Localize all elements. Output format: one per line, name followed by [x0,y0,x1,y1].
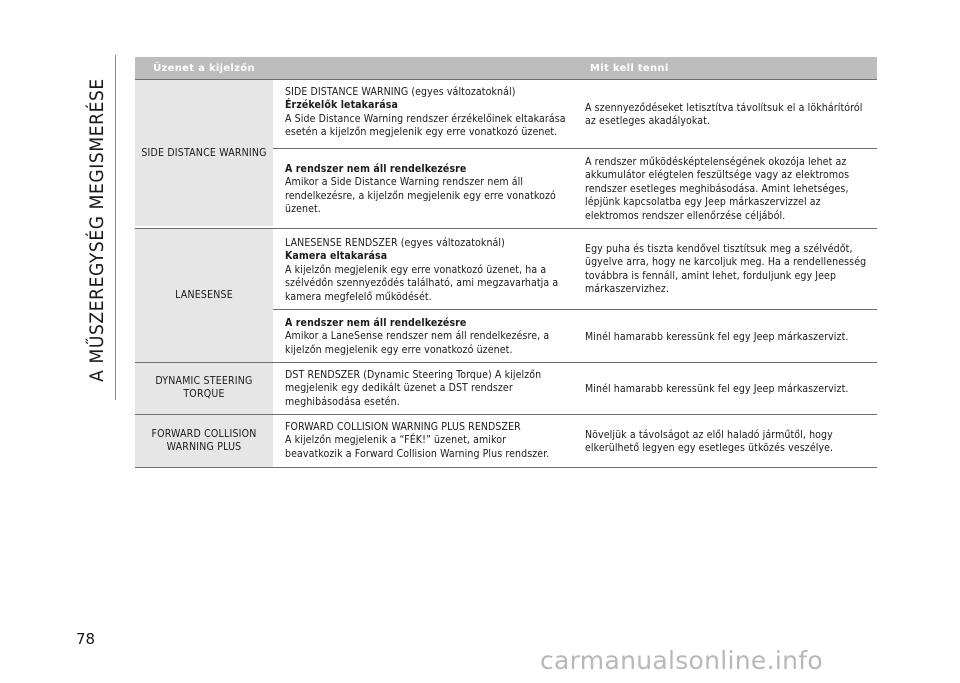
row-label-line: TORQUE [183,388,225,400]
row1a-desc-line: esetén a kijelzőn megjelenik egy erre vonatkozó üzenet. [285,126,558,139]
row1a-desc-line: A Side Distance Warning rendszer érzékelőinek eltakarása [285,112,566,125]
row1a-action-line: az esetleges akadályokat. [585,115,711,128]
row2b-title: A rendszer nem áll rendelkezésre [285,317,467,329]
row3-action-line: Minél hamarabb keressünk fel egy Jeep márkaszervizt. [585,383,849,395]
row2b-desc-line: Amikor a LaneSense rendszer nem áll rendelkezésre, a [285,330,550,343]
row1a-description [285,86,577,140]
row2a-action-line: Egy puha és tiszta kendővel tisztítsuk meg a szélvédőt, [585,243,853,255]
row-label-dst [135,363,273,414]
watermark: carmanualsonline.info [540,646,823,675]
row2b-desc-line: kijelzőn megjelenik egy erre vonatkozó üzenet. [285,343,513,356]
row1a-intro: SIDE DISTANCE WARNING (egyes változatoknál) [285,86,516,98]
header-spacer [273,57,580,79]
row1b-action [585,156,877,223]
row1b-action-line: A rendszer működésképtelenségének okozója lehet az [585,156,847,168]
row2a-action-line: márkaszervizhez. [585,283,670,296]
row2a-description [285,237,577,304]
row-divider [273,148,877,149]
header-action: Mit kell tenni [580,57,877,79]
row-divider [273,309,877,310]
row2a-desc-line: kamera megfelelő működését. [285,290,432,303]
chapter-divider [115,55,116,400]
row1b-title: A rendszer nem áll rendelkezésre [285,163,467,175]
row1b-description [285,163,577,217]
chapter-title-text: A MŰSZEREGYSÉG MEGISMERÉSE [86,78,108,382]
row-label-line: DYNAMIC STEERING [155,375,253,387]
row1a-action-line: A szennyeződéseket letisztítva távolítsuk el a lökhárítóról [585,102,863,114]
row4-action-line: elkerülhető legyen egy esetleges ütközés veszélye. [585,442,834,455]
row4-desc-line: FORWARD COLLISION WARNING PLUS RENDSZER [285,421,521,433]
row4-action-line: Növeljük a távolságot az elől haladó járműtől, hogy [585,429,833,441]
row-label-line: WARNING PLUS [166,441,242,453]
row2a-desc-line: A kijelzőn megjelenik egy erre vonatkozó üzenet, ha a [285,263,547,276]
row2a-action [585,243,877,297]
row3-desc-line: meghibásodása esetén. [285,395,400,408]
row2a-desc-line: szélvédőn szennyeződés található, ami megzavarhatja a [285,277,559,290]
row1a-action [585,102,877,129]
row3-desc-line: megjelenik egy dedikált üzenet a DST rendszer [285,382,513,395]
row2b-action-line: Minél hamarabb keressünk fel egy Jeep márkaszervizt. [585,331,849,343]
row1b-action-line: lépjünk kapcsolatba egy Jeep márkaszervizzel az [585,196,821,209]
row4-description [285,421,577,461]
row3-desc-line: DST RENDSZER (Dynamic Steering Torque) A kijelzőn [285,369,542,381]
row4-action [585,429,877,456]
row4-desc-line: A kijelzőn megjelenik a “FÉK!” üzenet, amikor [285,434,507,447]
row2a-action-line: továbbra is fennáll, amint lehet, forduljunk egy Jeep [585,269,837,282]
row4-desc-line: beavatkozik a Forward Collision Warning Plus rendszer. [285,447,550,460]
row2b-action [585,331,877,344]
row1b-action-line: elektromos rendszer ellenőrzése céljából. [585,209,786,222]
row1b-desc-line: üzenet. [285,203,321,216]
row1a-title: Érzékelők letakarása [285,99,398,112]
row3-description [285,369,577,409]
row1b-action-line: rendszer esetleges meghibásodása. Amint lehetséges, [585,182,849,195]
row1b-desc-line: rendelkezésre, a kijelzőn megjelenik egy erre vonatkozó [285,189,556,202]
row-label-fcw [135,415,273,467]
chapter-title [80,50,114,410]
row1b-desc-line: Amikor a Side Distance Warning rendszer nem áll [285,176,524,189]
table-bottom-rule [135,467,877,468]
row3-action [585,383,877,396]
header-message: Üzenet a kijelzőn [135,57,273,79]
row-label-line: FORWARD COLLISION [151,428,257,440]
row-label-side-distance: SIDE DISTANCE WARNING [135,80,273,226]
page-number: 78 [76,630,96,648]
row2a-action-line: ügyelve arra, hogy ne karcoljuk meg. Ha a rendellenesség [585,256,867,269]
row2a-intro: LANESENSE RENDSZER (egyes változatoknál) [285,237,505,249]
row2b-description [285,317,577,357]
row-label-lanesense: LANESENSE [135,229,273,362]
row2a-title: Kamera eltakarása [285,250,388,263]
row1b-action-line: akkumulátor elégtelen feszültsége vagy az elektromos [585,169,850,182]
